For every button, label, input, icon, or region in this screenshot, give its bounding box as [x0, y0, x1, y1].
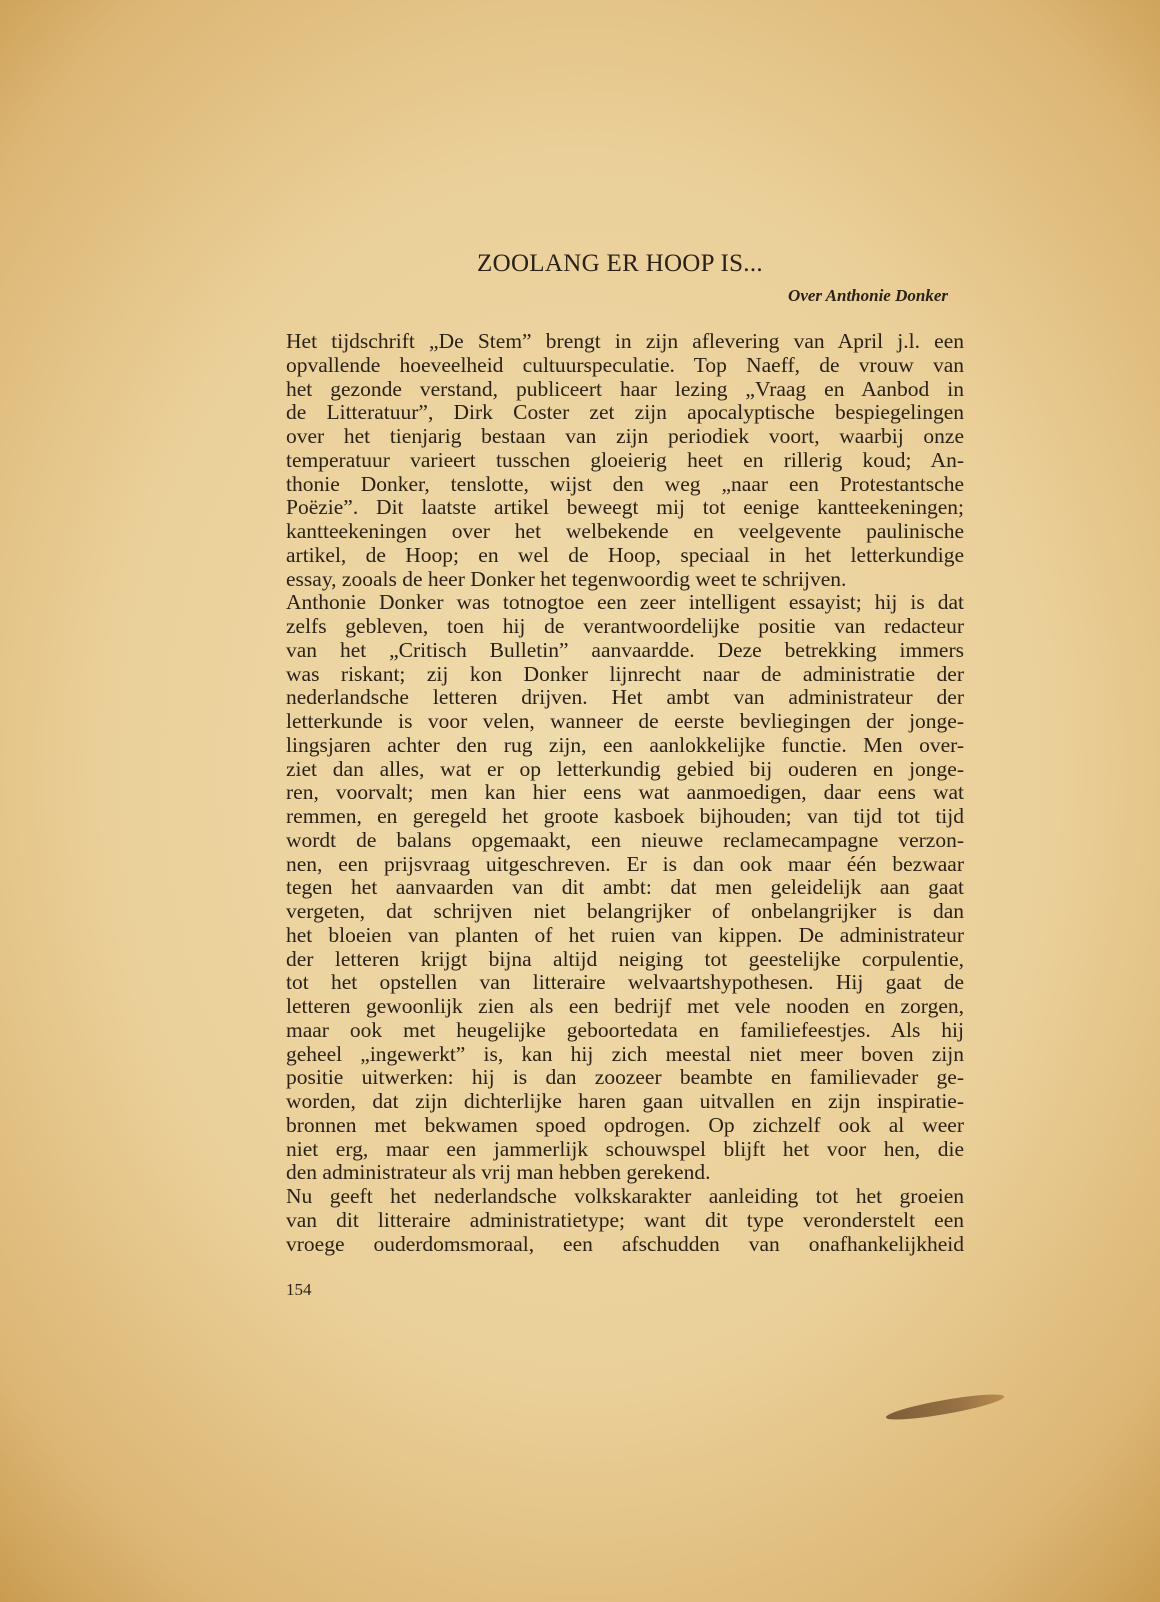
text-line: den administrateur als vrij man hebben gerekend. [286, 1160, 711, 1185]
text-line: opvallende hoeveelheid cultuurspeculatie. Top Naeff, de vrouw van [286, 352, 964, 377]
text-line: geheel „ingewerkt” is, kan hij zich meestal niet meer boven zijn [286, 1041, 964, 1066]
page-number: 154 [286, 1280, 312, 1299]
text-line: tegen het aanvaarden van dit ambt: dat men geleidelijk aan gaat [286, 875, 964, 900]
text-line: wordt de balans opgemaakt, een nieuwe reclamecampagne verzon- [286, 827, 964, 852]
text-line: zelfs gebleven, toen hij de verantwoordelijke positie van redacteur [286, 614, 964, 638]
text-line: ren, voorvalt; men kan hier eens wat aanmoedigen, daar eens wat [286, 780, 964, 805]
text-line: der letteren krijgt bijna altijd neiging tot geestelijke corpulentie, [286, 946, 964, 971]
text-line: tot het opstellen van litteraire welvaartshypothesen. Hij gaat de [286, 970, 964, 995]
text-line: Het tijdschrift „De Stem” brengt in zijn aflevering van April j.l. een [286, 329, 964, 353]
text-line: de Litteratuur”, Dirk Coster zet zijn apocalyptische bespiegelingen [286, 400, 964, 425]
stain-mark [885, 1390, 1006, 1425]
text-line: nederlandsche letteren drijven. Het ambt van administrateur der [286, 685, 964, 710]
text-line: letteren gewoonlijk zien als een bedrijf met vele nooden en zorgen, [286, 994, 964, 1018]
text-line: thonie Donker, tenslotte, wijst den weg „naar een Protestantsche [286, 471, 964, 496]
text-line: Poëzie”. Dit laatste artikel beweegt mij tot eenige kantteekeningen; [286, 495, 964, 520]
text-line: Nu geeft het nederlandsche volkskarakter aanleiding tot het groeien [286, 1184, 964, 1208]
text-line: over het tienjarig bestaan van zijn periodiek voort, waarbij onze [286, 424, 964, 448]
text-line: het gezonde verstand, publiceert haar lezing „Vraag en Aanbod in [286, 376, 964, 401]
text-line: Anthonie Donker was totnogtoe een zeer intelligent essayist; hij is dat [286, 590, 964, 615]
text-line: essay, zooals de heer Donker het tegenwoordig weet te schrijven. [286, 566, 847, 591]
article-title: ZOOLANG ER HOOP IS... [477, 250, 763, 277]
text-line: bronnen met bekwamen spoed opdrogen. Op zichzelf ook al weer [286, 1112, 964, 1137]
article-body [286, 330, 964, 1256]
text-line: positie uitwerken: hij is dan zoozeer beambte en familievader ge- [286, 1065, 964, 1090]
text-line: vergeten, dat schrijven niet belangrijker of onbelangrijker is dan [286, 899, 964, 923]
text-line: lingsjaren achter den rug zijn, een aanlokkelijke functie. Men over- [286, 732, 964, 757]
text-line: was riskant; zij kon Donker lijnrecht naar de administratie der [286, 661, 964, 686]
text-line: kantteekeningen over het welbekende en veelgevente paulinische [286, 519, 964, 543]
text-line: nen, een prijsvraag uitgeschreven. Er is dan ook maar één bezwaar [286, 851, 964, 876]
text-line: van dit litteraire administratietype; want dit type veronderstelt een [286, 1207, 964, 1232]
text-line: niet erg, maar een jammerlijk schouwspel blijft het voor hen, die [286, 1136, 964, 1161]
text-line: letterkunde is voor velen, wanneer de eerste bevliegingen der jonge- [286, 709, 964, 733]
text-line: van het „Critisch Bulletin” aanvaardde. Deze betrekking immers [286, 637, 964, 662]
text-line: vroege ouderdomsmoraal, een afschudden van onafhankelijkheid [286, 1231, 964, 1256]
text-line: artikel, de Hoop; en wel de Hoop, speciaal in het letterkundige [286, 542, 964, 567]
text-line: ziet dan alles, wat er op letterkundig gebied bij ouderen en jonge- [286, 756, 964, 781]
text-line: worden, dat zijn dichterlijke haren gaan uitvallen en zijn inspiratie- [286, 1089, 964, 1113]
text-line: remmen, en geregeld het groote kasboek bijhouden; van tijd tot tijd [286, 804, 964, 828]
text-line: temperatuur varieert tusschen gloeierig heet en rillerig koud; An- [286, 447, 964, 472]
text-line: het bloeien van planten of het ruien van kippen. De administrateur [286, 922, 964, 947]
article-subtitle: Over Anthonie Donker [788, 286, 948, 305]
text-line: maar ook met heugelijke geboortedata en familiefeestjes. Als hij [286, 1017, 964, 1042]
